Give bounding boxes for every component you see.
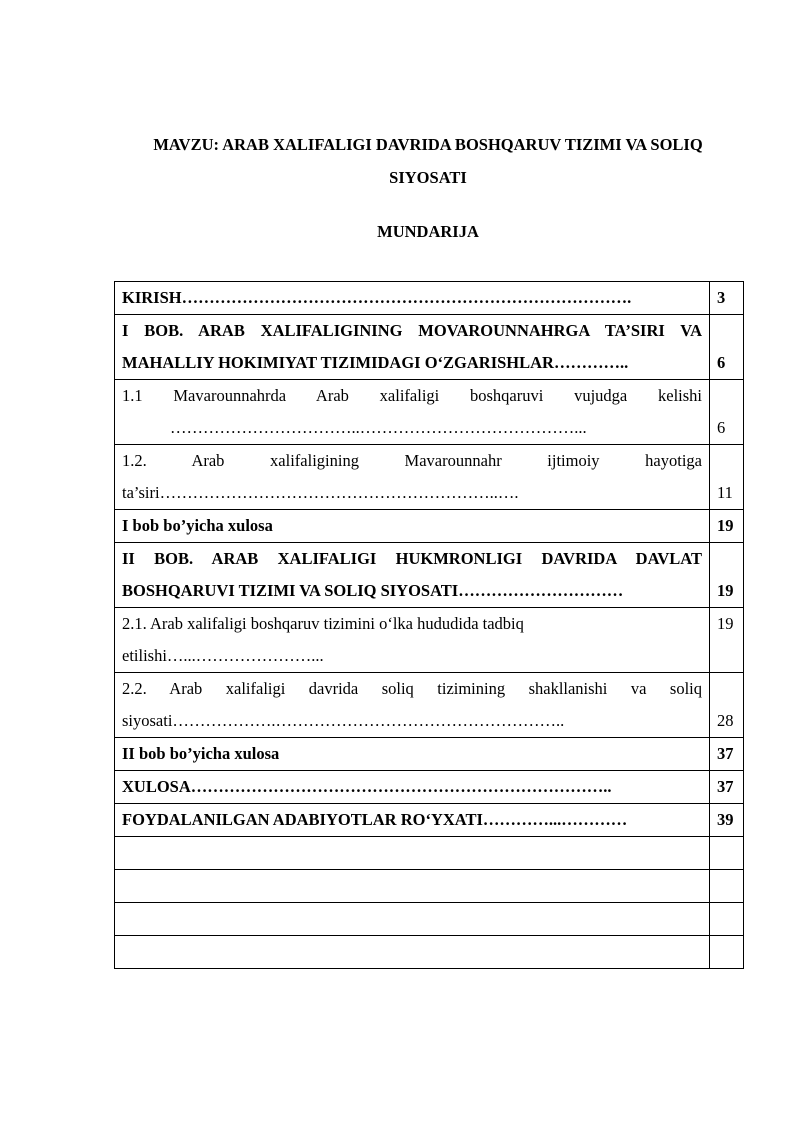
toc-entry-line: II BOB. ARAB XALIFALIGI HUKMRONLIGI DAVRIDA DAVLAT bbox=[122, 549, 702, 568]
toc-entry-line: I bob bo’yicha xulosa bbox=[122, 516, 273, 535]
toc-entry-title bbox=[115, 282, 710, 315]
toc-empty-row bbox=[115, 870, 744, 903]
toc-row-chapter-2-summary bbox=[115, 738, 744, 771]
toc-entry-line: FOYDALANILGAN ADABIYOTLAR RO‘YXATI…………...………… bbox=[122, 810, 628, 829]
toc-entry-title bbox=[115, 315, 710, 380]
toc-entry-page: 6 bbox=[710, 315, 744, 380]
toc-entry-title bbox=[115, 608, 710, 673]
toc-row-section-1-2 bbox=[115, 445, 744, 510]
table-of-contents bbox=[114, 281, 744, 969]
toc-row-bibliography bbox=[115, 804, 744, 837]
toc-entry-page: 3 bbox=[710, 282, 744, 315]
toc-entry-title bbox=[115, 771, 710, 804]
toc-empty-row bbox=[115, 903, 744, 936]
toc-empty-cell bbox=[710, 936, 744, 969]
toc-empty-cell bbox=[710, 903, 744, 936]
document-title bbox=[100, 128, 756, 194]
toc-entry-line: II bob bo’yicha xulosa bbox=[122, 744, 280, 763]
toc-entry-page: 37 bbox=[710, 738, 744, 771]
document-title-line-1: MAVZU: ARAB XALIFALIGI DAVRIDA BOSHQARUV TIZIMI VA SOLIQ bbox=[153, 135, 703, 154]
toc-entry-line: BOSHQARUVI TIZIMI VA SOLIQ SIYOSATI………………………… bbox=[122, 581, 624, 600]
toc-entry-page: 6 bbox=[710, 380, 744, 445]
toc-entry-page: 19 bbox=[710, 543, 744, 608]
toc-entry-title bbox=[115, 445, 710, 510]
toc-empty-row bbox=[115, 936, 744, 969]
toc-empty-row bbox=[115, 837, 744, 870]
toc-entry-line: 2.1. Arab xalifaligi boshqaruv tizimini o‘lka hududida tadbiq bbox=[122, 614, 524, 633]
toc-row-section-1-1 bbox=[115, 380, 744, 445]
toc-entry-line: MAHALLIY HOKIMIYAT TIZIMIDAGI O‘ZGARISHLAR………….. bbox=[122, 353, 629, 372]
toc-entry-title bbox=[115, 673, 710, 738]
toc-entry-line: ……………………………..…………………………………... bbox=[170, 418, 587, 437]
toc-row-chapter-1-summary bbox=[115, 510, 744, 543]
toc-empty-cell bbox=[710, 837, 744, 870]
toc-empty-cell bbox=[115, 903, 710, 936]
toc-entry-line: 2.2. Arab xalifaligi davrida soliq tizimining shakllanishi va soliq bbox=[122, 679, 702, 698]
toc-empty-cell bbox=[115, 837, 710, 870]
toc-entry-line: 1.1 Mavarounnahrda Arab xalifaligi boshqaruvi vujudga kelishi bbox=[122, 386, 702, 405]
toc-entry-page: 11 bbox=[710, 445, 744, 510]
toc-empty-cell bbox=[115, 936, 710, 969]
toc-row-kirish bbox=[115, 282, 744, 315]
toc-entry-page: 39 bbox=[710, 804, 744, 837]
toc-entry-page: 28 bbox=[710, 673, 744, 738]
toc-entry-line: ta’siri……………………………………………………..…. bbox=[122, 483, 519, 502]
toc-entry-line: KIRISH………………………………………………………………………. bbox=[122, 288, 632, 307]
toc-entry-title bbox=[115, 380, 710, 445]
toc-row-xulosa bbox=[115, 771, 744, 804]
toc-row-section-2-2 bbox=[115, 673, 744, 738]
toc-entry-line: XULOSA………………………………………………………………….. bbox=[122, 777, 612, 796]
toc-entry-page: 19 bbox=[710, 608, 744, 673]
toc-entry-title bbox=[115, 804, 710, 837]
toc-heading: MUNDARIJA bbox=[377, 222, 479, 241]
toc-empty-cell bbox=[115, 870, 710, 903]
toc-entry-line: 1.2. Arab xalifaligining Mavarounnahr ijtimoiy hayotiga bbox=[122, 451, 702, 470]
toc-row-section-2-1 bbox=[115, 608, 744, 673]
toc-row-chapter-1 bbox=[115, 315, 744, 380]
toc-entry-page: 19 bbox=[710, 510, 744, 543]
toc-entry-title bbox=[115, 543, 710, 608]
toc-entry-page: 37 bbox=[710, 771, 744, 804]
toc-entry-line: siyosati……………….…………………………………………….. bbox=[122, 711, 565, 730]
document-title-line-2: SIYOSATI bbox=[389, 168, 467, 187]
toc-empty-cell bbox=[710, 870, 744, 903]
toc-row-chapter-2 bbox=[115, 543, 744, 608]
toc-entry-title bbox=[115, 738, 710, 771]
toc-entry-line: I BOB. ARAB XALIFALIGINING MOVAROUNNAHRGA TA’SIRI VA bbox=[122, 321, 702, 340]
toc-entry-title bbox=[115, 510, 710, 543]
toc-entry-line: etilishi…...…………………... bbox=[122, 646, 324, 665]
